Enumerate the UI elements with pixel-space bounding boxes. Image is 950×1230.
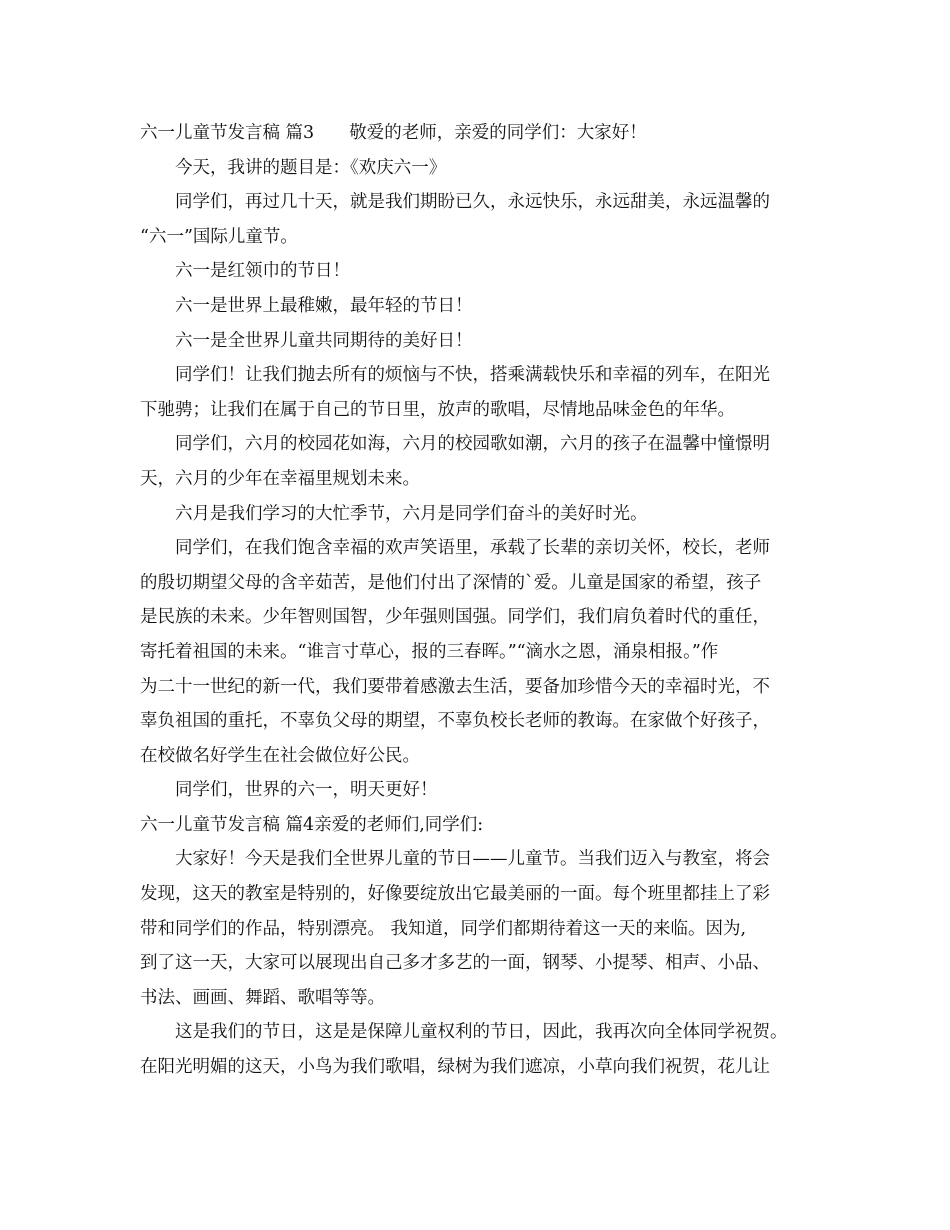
text-line: 在阳光明媚的这天，小鸟为我们歌唱，绿树为我们遮凉，小草向我们祝贺，花儿让 — [140, 1057, 770, 1078]
text-line: 辜负祖国的重托，不辜负父母的期望，不辜负校长老师的教诲。在家做个好孩子， — [140, 711, 770, 732]
text-line: 带和同学们的作品，特别漂亮。 我知道，同学们都期待着这一天的来临。因为, — [140, 918, 747, 939]
text-line: 在校做名好学生在社会做位好公民。 — [140, 745, 420, 766]
text-line: 六一是红领巾的节日！ — [175, 261, 350, 282]
text-line: 下驰骋；让我们在属于自己的节日里，放声的歌唱，尽情地品味金色的年华。 — [140, 399, 735, 420]
text-line: 是民族的未来。少年智则国智，少年强则国强。同学们，我们肩负着时代的重任， — [140, 607, 770, 628]
text-line: 同学们，六月的校园花如海，六月的校园歌如潮，六月的孩子在温馨中憧憬明 — [175, 434, 770, 455]
text-line: 的殷切期望父母的含辛茹苦，是他们付出了深情的`爱。儿童是国家的希望，孩子 — [140, 572, 762, 593]
text-line: 六一儿童节发言稿 篇3 敬爱的老师，亲爱的同学们：大家好！ — [140, 123, 647, 143]
text-line: 六一是世界上最稚嫩，最年轻的节日！ — [175, 295, 473, 316]
text-line: 为二十一世纪的新一代，我们要带着感激去生活，要备加珍惜今天的幸福时光，不 — [140, 676, 770, 697]
text-line: 同学们！让我们抛去所有的烦恼与不快，搭乘满载快乐和幸福的列车，在阳光 — [175, 365, 770, 386]
text-line: 今天，我讲的题目是：《欢庆六一》 — [175, 157, 447, 178]
text-line: 大家好！今天是我们全世界儿童的节日——儿童节。当我们迈入与教室，将会 — [175, 849, 770, 870]
text-line: 发现，这天的教室是特别的，好像要绽放出它最美丽的一面。每个班里都挂上了彩 — [140, 884, 770, 905]
text-line: 同学们，世界的六一，明天更好！ — [175, 780, 438, 801]
text-line: 书法、画画、舞蹈、歌唱等等。 — [140, 987, 385, 1008]
text-line: 六月是我们学习的大忙季节，六月是同学们奋斗的美好时光。 — [175, 503, 648, 524]
text-line: 天，六月的少年在幸福里规划未来。 — [140, 468, 420, 489]
document-page — [140, 116, 830, 1085]
text-line: 这是我们的节日，这是是保障儿童权利的节日，因此，我再次向全体同学祝贺。 — [175, 1022, 788, 1043]
text-line: 同学们，在我们饱含幸福的欢声笑语里，承载了长辈的亲切关怀，校长，老师 — [175, 538, 770, 559]
text-line: “六一”国际儿童节。 — [140, 226, 298, 247]
text-line: 寄托着祖国的未来。“谁言寸草心，报的三春晖。”“滴水之恩，涌泉相报。”作 — [140, 641, 719, 662]
text-line: 到了这一天，大家可以展现出自己多才多艺的一面，钢琴、小提琴、相声、小品、 — [140, 953, 770, 974]
text-line: 同学们，再过几十天，就是我们期盼已久，永远快乐，永远甜美，永远温馨的 — [175, 192, 770, 213]
text-line: 六一儿童节发言稿 篇4亲爱的老师们,同学们: — [140, 814, 484, 835]
text-line: 六一是全世界儿童共同期待的美好日！ — [175, 330, 473, 351]
